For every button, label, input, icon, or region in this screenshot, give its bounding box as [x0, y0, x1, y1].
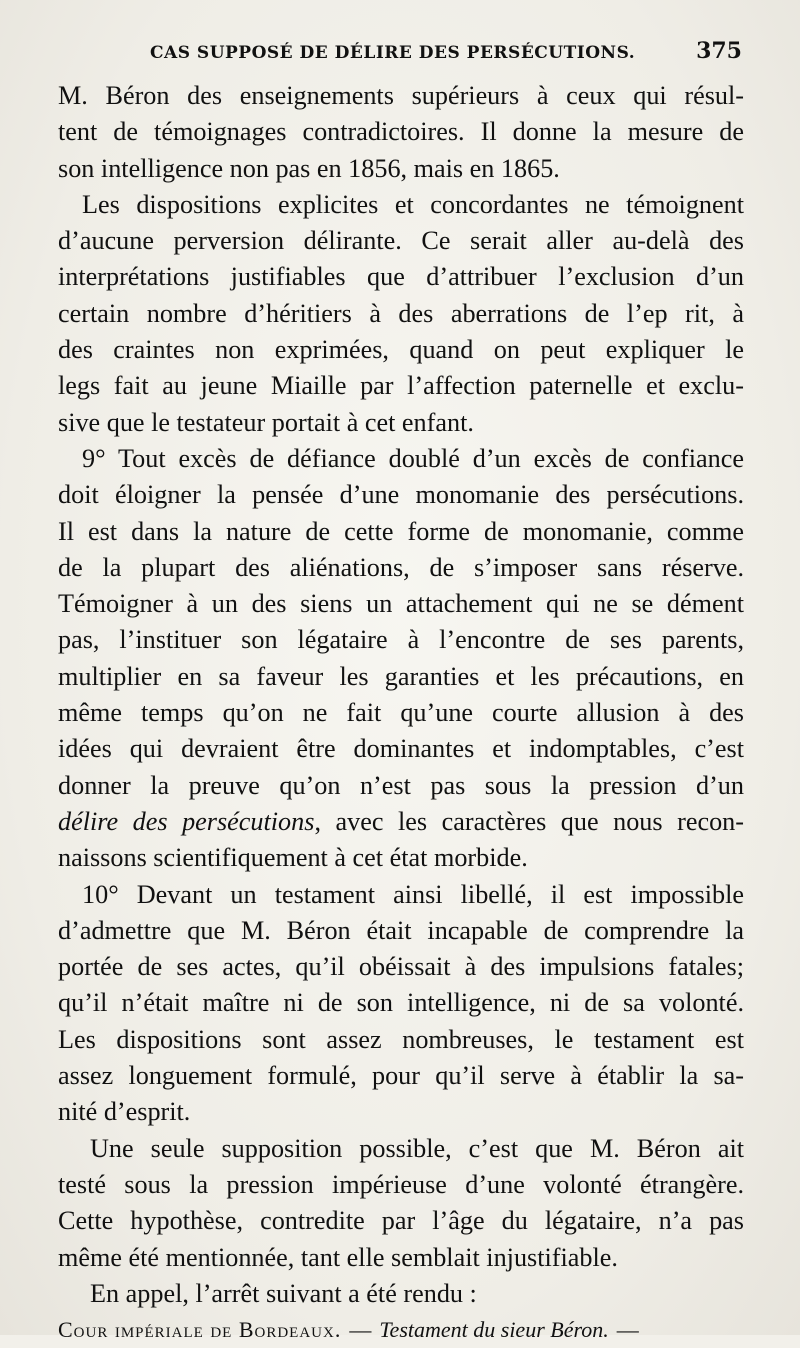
- text-line: son intelligence non pas en 1856, mais en 1865.: [58, 153, 560, 183]
- text-line: certain nombre d’héritiers à des aberrations de l’ep rit, à: [58, 298, 744, 328]
- text-line: En appel, l’arrêt suivant a été rendu :: [90, 1278, 477, 1308]
- text-line: même temps qu’on ne fait qu’une courte allusion à des: [58, 698, 744, 728]
- text-line: même été mentionnée, tant elle semblait injustifiable.: [58, 1242, 618, 1272]
- text-line: Une seule supposition possible, c’est que M. Béron ait: [90, 1133, 744, 1163]
- running-head-title: CAS SUPPOSÉ DE DÉLIRE DES PERSÉCUTIONS.: [150, 43, 636, 63]
- text-line: d’aucune perversion délirante. Ce serait aller au-delà des: [58, 226, 744, 256]
- text-line: sive que le testateur portait à cet enfant.: [58, 407, 474, 437]
- text-line: Cette hypothèse, contredite par l’âge du légataire, n’a pas: [58, 1206, 744, 1236]
- text-line: Les dispositions explicites et concordantes ne témoignent: [82, 189, 744, 219]
- text-line: multiplier en sa faveur les garanties et les précautions, en: [58, 661, 744, 691]
- paragraph-6: [58, 1276, 744, 1312]
- text-line: tent de témoignages contradictoires. Il donne la mesure de: [58, 117, 744, 147]
- text-line: donner la preuve qu’on n’est pas sous la pression d’un: [58, 770, 744, 800]
- text-line: idées qui devraient être dominantes et indomptables, c’est: [58, 734, 744, 764]
- caption-subject: Testament du sieur Béron.: [379, 1317, 609, 1343]
- paragraph-1: [58, 78, 744, 187]
- text-line: Témoigner à un des siens un attachement qui ne se dément: [58, 589, 744, 619]
- paragraph-5: [58, 1131, 744, 1276]
- text-line: assez longuement formulé, pour qu’il serve à établir la sa-: [58, 1061, 744, 1091]
- text-line: doit éloigner la pensée d’une monomanie des persécutions.: [58, 480, 744, 510]
- text-line: qu’il n’était maître ni de son intelligence, ni de sa volonté.: [58, 988, 744, 1018]
- text-fragment: , avec les caractères que nous recon-: [314, 806, 744, 836]
- page-number: 375: [696, 38, 742, 64]
- text-line: legs fait au jeune Miaille par l’affection paternelle et exclu-: [58, 371, 744, 401]
- text-line: interprétations justifiables que d’attribuer l’exclusion d’un: [58, 262, 744, 292]
- court-name: Cour impériale de Bordeaux.: [58, 1317, 342, 1343]
- text-line: 9° Tout excès de défiance doublé d’un excès de confiance: [82, 443, 744, 473]
- text-line: naissons scientifiquement à cet état morbide.: [58, 843, 528, 873]
- caption-dash: —: [349, 1317, 372, 1343]
- text-line: pas, l’instituer son légataire à l’encontre de ses parents,: [58, 625, 744, 655]
- text-line-with-italic: [58, 804, 744, 840]
- paragraph-4: [58, 877, 744, 1131]
- caption-dash: —: [616, 1317, 639, 1343]
- text-line: des craintes non exprimées, quand on peut expliquer le: [58, 335, 744, 365]
- text-line: Les dispositions sont assez nombreuses, le testament est: [58, 1024, 744, 1054]
- italic-phrase: délire des persécutions: [58, 806, 315, 836]
- text-line: nité d’esprit.: [58, 1097, 191, 1127]
- text-line: M. Béron des enseignements supérieurs à ceux qui résul-: [58, 81, 744, 110]
- running-head: [150, 38, 742, 78]
- text-line: Il est dans la nature de cette forme de monomanie, comme: [58, 516, 744, 546]
- text-line: testé sous la pression impérieuse d’une volonté étrangère.: [58, 1169, 744, 1199]
- decision-caption: [58, 1312, 744, 1348]
- text-line: de la plupart des aliénations, de s’imposer sans réserve.: [58, 552, 744, 582]
- paragraph-2: [58, 187, 744, 441]
- body-text: [58, 78, 744, 1348]
- paragraph-3: [58, 441, 744, 877]
- text-line: d’admettre que M. Béron était incapable de comprendre la: [58, 915, 744, 945]
- text-line: portée de ses actes, qu’il obéissait à des impulsions fatales;: [58, 952, 744, 982]
- text-line: 10° Devant un testament ainsi libellé, il est impossible: [82, 879, 744, 909]
